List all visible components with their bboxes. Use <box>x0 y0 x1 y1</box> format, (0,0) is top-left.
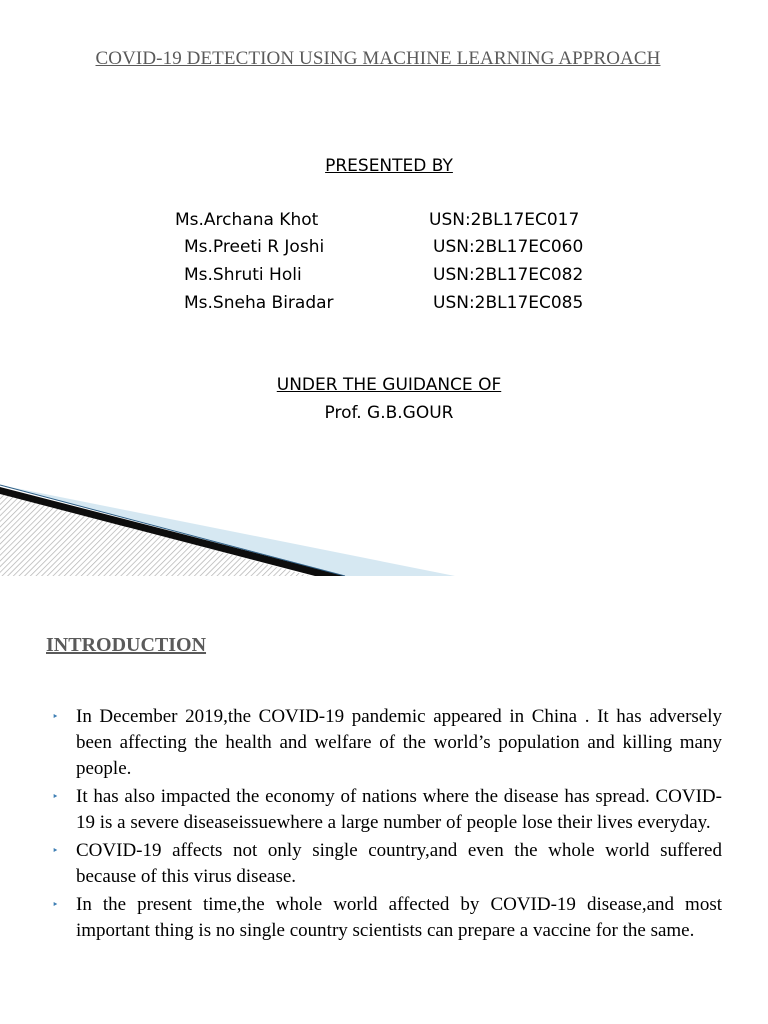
presenter-name: Ms.Archana Khot <box>175 210 319 230</box>
bullet-text: COVID-19 affects not only single country,and even the whole world suffered because of this virus disease. <box>76 840 722 887</box>
presenter-usn: USN:2BL17EC085 <box>433 293 584 313</box>
introduction-slide <box>0 576 768 1024</box>
triangle-bullet-icon: ‣ <box>52 844 59 857</box>
presenter-name: Ms.Preeti R Joshi <box>184 237 325 257</box>
presenter-name: Ms.Sneha Biradar <box>184 293 334 313</box>
presenter-usn: USN:2BL17EC060 <box>433 237 584 257</box>
triangle-bullet-icon: ‣ <box>52 898 59 911</box>
presented-by-heading: PRESENTED BY <box>325 156 453 176</box>
bullet-text: It has also impacted the economy of nations where the disease has spread. COVID-19 is a severe diseaseissuewhere a large number of people lose their lives everyday. <box>76 786 722 833</box>
bullet-list <box>52 704 722 946</box>
triangle-bullet-icon: ‣ <box>52 790 59 803</box>
list-item <box>52 838 722 890</box>
list-item <box>52 704 722 782</box>
list-item <box>52 892 722 944</box>
presenter-usn: USN:2BL17EC082 <box>433 265 584 285</box>
guide-name: Prof. G.B.GOUR <box>324 403 454 423</box>
presenter-usn: USN:2BL17EC017 <box>429 210 580 230</box>
introduction-title: INTRODUCTION <box>46 634 207 656</box>
presenter-name: Ms.Shruti Holi <box>184 265 302 285</box>
bullet-text: In the present time,the whole world affected by COVID-19 disease,and most important thing is no single country scientists can prepare a vaccine for the same. <box>76 894 722 941</box>
bullet-text: In December 2019,the COVID-19 pandemic appeared in China . It has adversely been affecting the health and welfare of the world’s population and killing many people. <box>76 706 722 779</box>
triangle-bullet-icon: ‣ <box>52 710 59 723</box>
list-item <box>52 784 722 836</box>
slide-title: COVID-19 DETECTION USING MACHINE LEARNING APPROACH <box>95 48 661 69</box>
decorative-wedge <box>0 470 768 576</box>
guidance-heading: UNDER THE GUIDANCE OF <box>276 375 502 395</box>
